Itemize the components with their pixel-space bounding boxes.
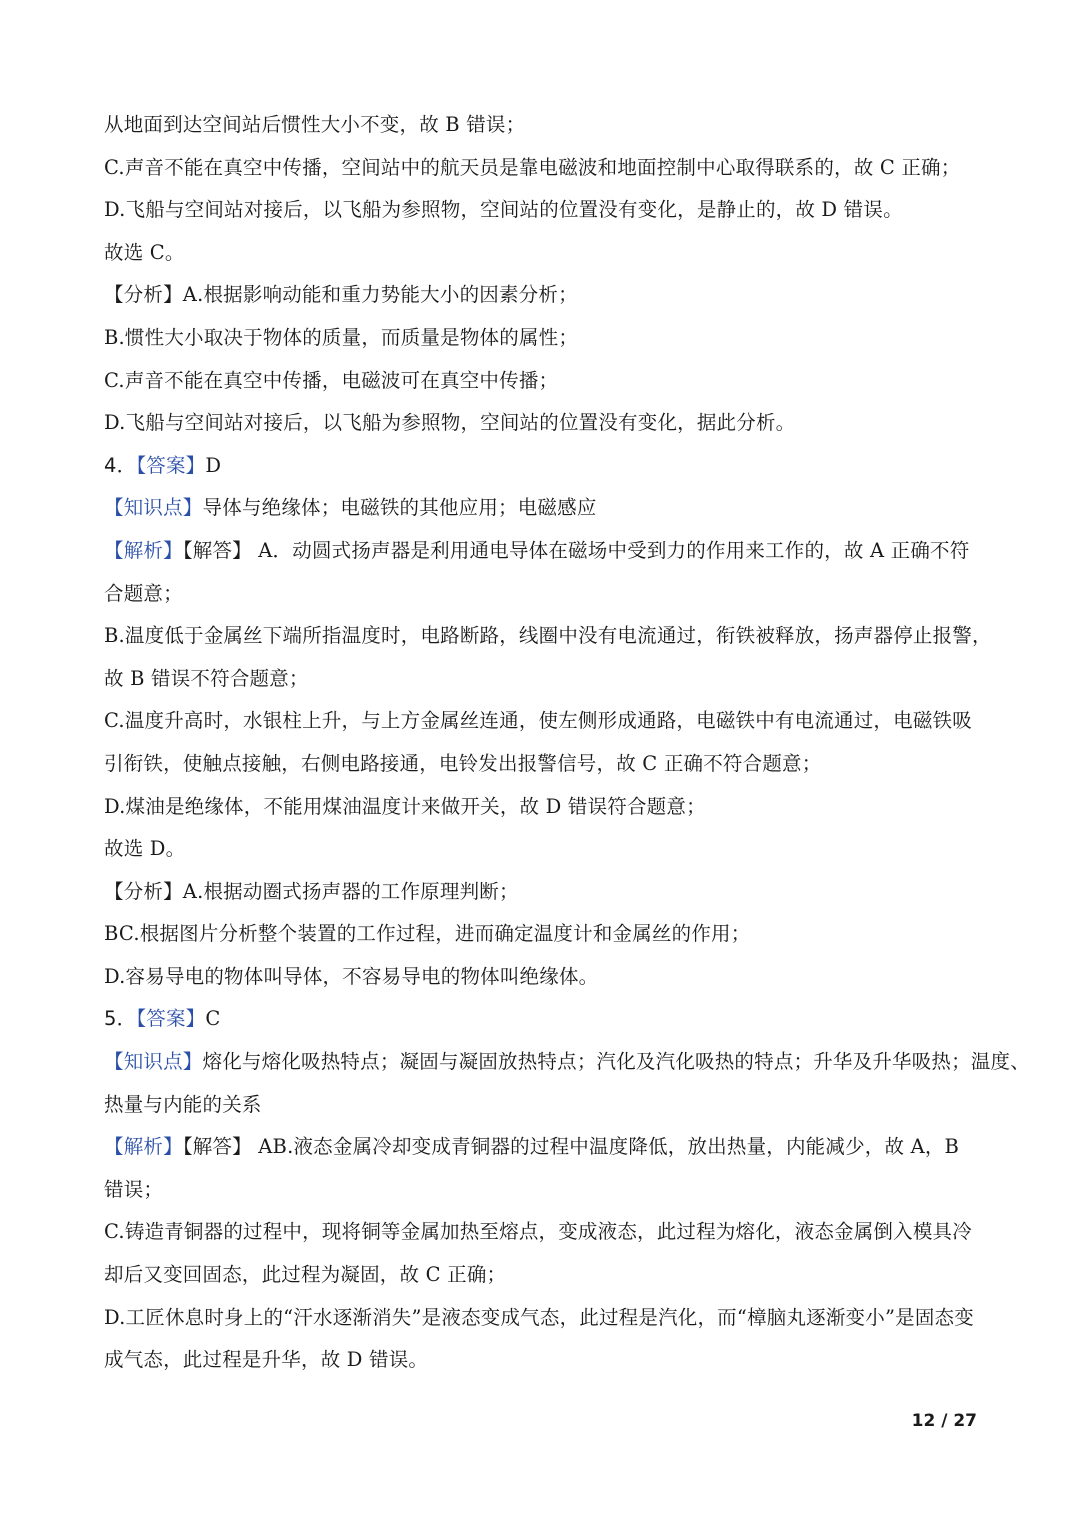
answer-line-5: [104, 998, 980, 1041]
knowledge-line: [104, 1041, 1030, 1084]
text-line: [104, 189, 980, 232]
analysis-line: [104, 1126, 980, 1169]
text-line: [104, 1339, 980, 1382]
text-line: [104, 104, 980, 147]
line-text: 成气态，此过程是升华，故 D 错误。: [104, 1348, 429, 1372]
answer-value: C: [205, 1007, 221, 1031]
line-text: D.飞船与空间站对接后，以飞船为参照物，空间站的位置没有变化，据此分析。: [104, 411, 796, 435]
line-text: 故选 D。: [104, 837, 186, 861]
line-text: 【分析】A.根据影响动能和重力势能大小的因素分析；: [104, 283, 578, 307]
text-line: [104, 317, 980, 360]
line-text: BC.根据图片分析整个装置的工作过程，进而确定温度计和金属丝的作用；: [104, 922, 751, 946]
text-line: [104, 786, 980, 829]
line-text: 【解答】 AB.液态金属冷却变成青铜器的过程中温度降低，放出热量，内能减少，故 A，B: [182, 1135, 960, 1159]
text-line: [104, 700, 980, 743]
answer-line-4: [104, 445, 980, 488]
page-number: 12 / 27: [911, 1411, 977, 1431]
line-text: D.工匠休息时身上的“汗水逐渐消失”是液态变成气态，此过程是汽化，而“樟脑丸逐渐变小”是固态变: [104, 1305, 974, 1329]
line-text: C.声音不能在真空中传播，电磁波可在真空中传播；: [104, 368, 559, 392]
line-text: D.容易导电的物体叫导体，不容易导电的物体叫绝缘体。: [104, 964, 599, 988]
line-text: 导体与绝缘体；电磁铁的其他应用；电磁感应: [202, 496, 597, 520]
knowledge-tag: 【知识点】: [104, 496, 203, 520]
line-text: 合题意；: [104, 581, 183, 605]
knowledge-line: [104, 487, 980, 530]
text-line: [104, 1254, 980, 1297]
line-text: C.温度升高时，水银柱上升，与上方金属丝连通，使左侧形成通路，电磁铁中有电流通过，电磁铁吸: [104, 709, 972, 733]
answer-value: D: [205, 453, 222, 477]
text-line: [104, 871, 980, 914]
text-line: [104, 274, 980, 317]
text-line: [104, 956, 980, 999]
text-line: [104, 232, 980, 275]
line-text: 从地面到达空间站后惯性大小不变，故 B 错误；: [104, 113, 526, 136]
line-text: 热量与内能的关系: [104, 1092, 262, 1116]
text-line: [104, 573, 980, 616]
question-number: 5．: [104, 1007, 137, 1031]
analysis-line: [104, 530, 980, 573]
analysis-tag: 【解析】: [104, 538, 183, 562]
text-line: [104, 658, 980, 701]
knowledge-tag: 【知识点】: [104, 1050, 203, 1074]
line-text: 故选 C。: [104, 240, 185, 264]
page-content: [104, 104, 1030, 1382]
answer-tag: 【答案】: [136, 1007, 206, 1031]
answer-tag: 【答案】: [136, 453, 206, 477]
line-text: B.温度低于金属丝下端所指温度时，电路断路，线圈中没有电流通过，衔铁被释放，扬声器停止报警，: [104, 624, 992, 648]
line-text: 引衔铁，使触点接触，右侧电路接通，电铃发出报警信号，故 C 正确不符合题意；: [104, 751, 822, 775]
line-text: 却后又变回固态，此过程为凝固，故 C 正确；: [104, 1263, 507, 1287]
line-text: C.声音不能在真空中传播，空间站中的航天员是靠电磁波和地面控制中心取得联系的，故 C 正确；: [104, 155, 961, 179]
text-line: [104, 1297, 980, 1340]
analysis-tag: 【解析】: [104, 1135, 183, 1159]
text-line: [104, 402, 980, 445]
text-line: [104, 1211, 980, 1254]
text-line: [104, 147, 980, 190]
line-text: 熔化与熔化吸热特点；凝固与凝固放热特点；汽化及汽化吸热的特点；升华及升华吸热；温度、: [202, 1050, 1030, 1074]
line-text: C.铸造青铜器的过程中，现将铜等金属加热至熔点，变成液态，此过程为熔化，液态金属倒入模具冷: [104, 1220, 972, 1244]
line-text: 故 B 错误不符合题意；: [104, 666, 309, 690]
text-line: [104, 1084, 980, 1127]
line-text: 错误；: [104, 1177, 164, 1201]
text-line: [104, 1169, 980, 1212]
text-line: [104, 360, 980, 403]
line-text: B.惯性大小取决于物体的质量，而质量是物体的属性；: [104, 325, 579, 349]
text-line: [104, 615, 992, 658]
text-line: [104, 743, 980, 786]
line-text: D.煤油是绝缘体，不能用煤油温度计来做开关，故 D 错误符合题意；: [104, 794, 706, 818]
text-line: [104, 828, 980, 871]
line-text: 【解答】 A．动圆式扬声器是利用通电导体在磁场中受到力的作用来工作的，故 A 正确不符: [182, 538, 970, 562]
question-number: 4．: [104, 453, 137, 477]
line-text: 【分析】A.根据动圈式扬声器的工作原理判断；: [104, 879, 519, 903]
line-text: D.飞船与空间站对接后，以飞船为参照物，空间站的位置没有变化，是静止的，故 D 错误。: [104, 198, 903, 222]
text-line: [104, 913, 980, 956]
